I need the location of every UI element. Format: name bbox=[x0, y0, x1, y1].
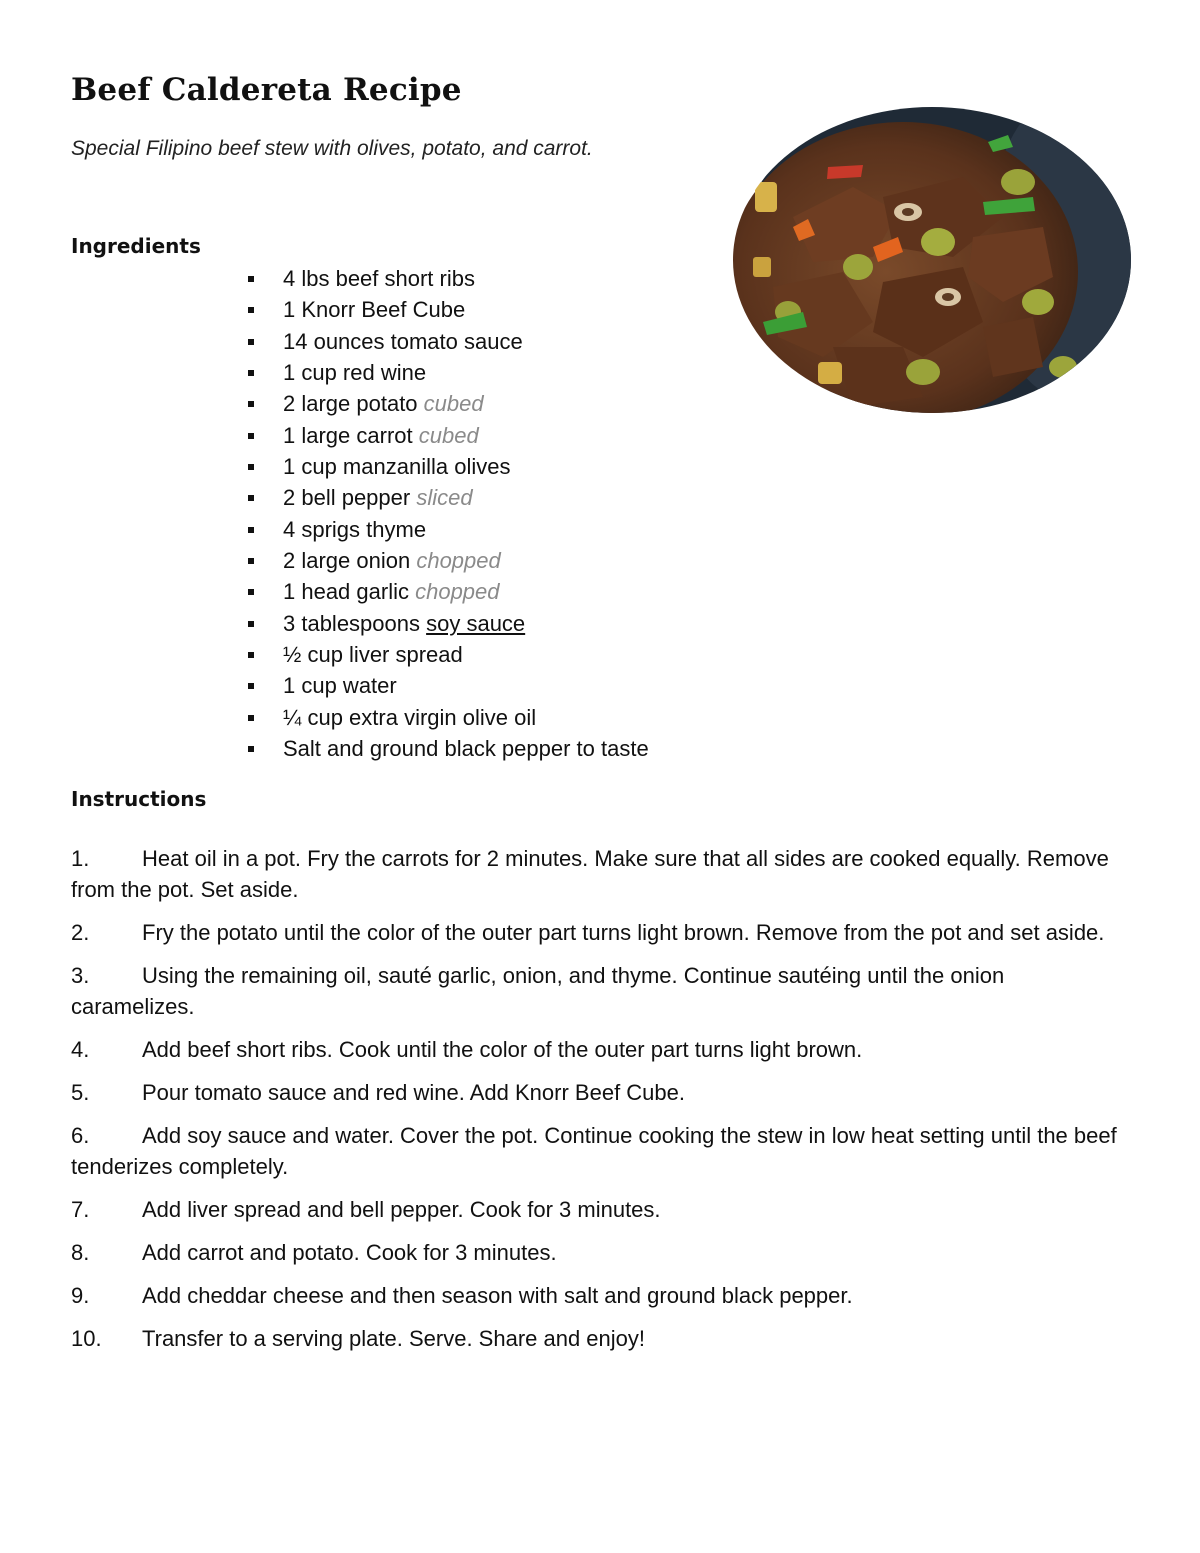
ingredient-text: 3 tablespoons bbox=[283, 610, 427, 636]
step-number: 4. bbox=[71, 1037, 90, 1062]
bullet-icon bbox=[248, 715, 254, 721]
step-number: 7. bbox=[71, 1197, 90, 1222]
ingredient-link[interactable]: soy sauce bbox=[426, 610, 526, 636]
ingredient-item bbox=[245, 451, 649, 482]
bullet-icon bbox=[248, 339, 254, 345]
bullet-icon bbox=[248, 621, 254, 627]
bullet-icon bbox=[248, 464, 254, 470]
step-number: 10. bbox=[71, 1326, 102, 1351]
step-text: Using the remaining oil, sauté garlic, onion, and thyme. Continue sautéing until the onion caramelizes. bbox=[71, 963, 1005, 1019]
ingredient-text: 1 cup manzanilla olives bbox=[283, 454, 511, 480]
bullet-icon bbox=[248, 495, 254, 501]
bullet-icon bbox=[248, 307, 254, 313]
recipe-subtitle: Special Filipino beef stew with olives, potato, and carrot. bbox=[71, 137, 593, 160]
bullet-icon bbox=[248, 276, 254, 282]
ingredient-item bbox=[245, 294, 649, 325]
ingredient-item bbox=[245, 357, 649, 388]
step-text: Add soy sauce and water. Cover the pot. Continue cooking the stew in low heat setting until the beef tenderizes completely. bbox=[71, 1123, 1117, 1179]
bullet-icon bbox=[248, 433, 254, 439]
ingredient-item bbox=[245, 482, 649, 513]
step-text: Heat oil in a pot. Fry the carrots for 2 minutes. Make sure that all sides are cooked equally. Remove from the pot. Set aside. bbox=[71, 846, 1109, 902]
instruction-step bbox=[71, 1077, 1131, 1108]
step-number: 5. bbox=[71, 1080, 90, 1105]
step-text: Add carrot and potato. Cook for 3 minutes. bbox=[142, 1240, 557, 1265]
instruction-step bbox=[71, 1034, 1131, 1065]
step-text: Fry the potato until the color of the outer part turns light brown. Remove from the pot and set aside. bbox=[142, 920, 1105, 945]
step-number: 3. bbox=[71, 963, 90, 988]
bullet-icon bbox=[248, 558, 254, 564]
step-text: Add liver spread and bell pepper. Cook for 3 minutes. bbox=[142, 1197, 661, 1222]
ingredient-prep-note: cubed bbox=[418, 422, 479, 448]
ingredient-item bbox=[245, 263, 649, 294]
instruction-step bbox=[71, 1323, 1131, 1354]
ingredient-text: 1 cup red wine bbox=[283, 360, 427, 386]
ingredient-prep-note: chopped bbox=[416, 548, 501, 574]
step-text: Add cheddar cheese and then season with salt and ground black pepper. bbox=[142, 1283, 853, 1308]
step-number: 6. bbox=[71, 1123, 90, 1148]
step-number: 1. bbox=[71, 846, 90, 871]
ingredient-list bbox=[245, 263, 649, 765]
bullet-icon bbox=[248, 652, 254, 658]
ingredient-item bbox=[245, 733, 649, 764]
step-text: Transfer to a serving plate. Serve. Share and enjoy! bbox=[142, 1326, 646, 1351]
bullet-icon bbox=[248, 527, 254, 533]
ingredient-item bbox=[245, 420, 649, 451]
bullet-icon bbox=[248, 370, 254, 376]
instruction-steps bbox=[71, 843, 1131, 1366]
instruction-step bbox=[71, 1194, 1131, 1225]
ingredient-prep-note: sliced bbox=[416, 485, 473, 511]
ingredient-item bbox=[245, 639, 649, 670]
ingredient-prep-note: chopped bbox=[415, 579, 500, 605]
ingredient-text: ½ cup liver spread bbox=[283, 642, 463, 668]
ingredient-item bbox=[245, 388, 649, 419]
ingredient-text: 2 bell pepper bbox=[283, 485, 417, 511]
ingredients-heading: Ingredients bbox=[71, 234, 201, 258]
bullet-icon bbox=[248, 401, 254, 407]
ingredient-text: 1 cup water bbox=[283, 673, 397, 699]
instructions-heading: Instructions bbox=[71, 787, 207, 811]
ingredient-prep-note: cubed bbox=[423, 391, 484, 417]
instruction-step bbox=[71, 960, 1131, 1022]
ingredient-text: ¼ cup extra virgin olive oil bbox=[283, 704, 537, 730]
ingredient-item bbox=[245, 545, 649, 576]
ingredient-text: 2 large potato bbox=[283, 391, 424, 417]
ingredient-item bbox=[245, 702, 649, 733]
step-number: 2. bbox=[71, 920, 90, 945]
ingredient-text: 1 large carrot bbox=[283, 422, 419, 448]
bullet-icon bbox=[248, 683, 254, 689]
ingredient-text: Salt and ground black pepper to taste bbox=[283, 736, 649, 762]
instruction-step bbox=[71, 917, 1131, 948]
bullet-icon bbox=[248, 746, 254, 752]
ingredient-text: 14 ounces tomato sauce bbox=[283, 328, 523, 354]
ingredient-item bbox=[245, 326, 649, 357]
ingredient-item bbox=[245, 670, 649, 701]
bullet-icon bbox=[248, 589, 254, 595]
instruction-step bbox=[71, 1280, 1131, 1311]
instruction-step bbox=[71, 1237, 1131, 1268]
food-photo bbox=[733, 107, 1131, 413]
step-text: Pour tomato sauce and red wine. Add Knorr Beef Cube. bbox=[142, 1080, 685, 1105]
step-number: 9. bbox=[71, 1283, 90, 1308]
ingredient-item bbox=[245, 608, 649, 639]
instruction-step bbox=[71, 1120, 1131, 1182]
step-text: Add beef short ribs. Cook until the color of the outer part turns light brown. bbox=[142, 1037, 863, 1062]
ingredient-text: 4 lbs beef short ribs bbox=[283, 266, 475, 291]
ingredient-item bbox=[245, 576, 649, 607]
ingredient-text: 1 head garlic bbox=[283, 579, 416, 605]
ingredient-item bbox=[245, 514, 649, 545]
instruction-step bbox=[71, 843, 1131, 905]
ingredient-text: 4 sprigs thyme bbox=[283, 516, 427, 542]
step-number: 8. bbox=[71, 1240, 90, 1265]
ingredient-text: 2 large onion bbox=[283, 548, 417, 574]
ingredient-text: 1 Knorr Beef Cube bbox=[283, 297, 466, 323]
page-title: Beef Caldereta Recipe bbox=[71, 72, 462, 108]
